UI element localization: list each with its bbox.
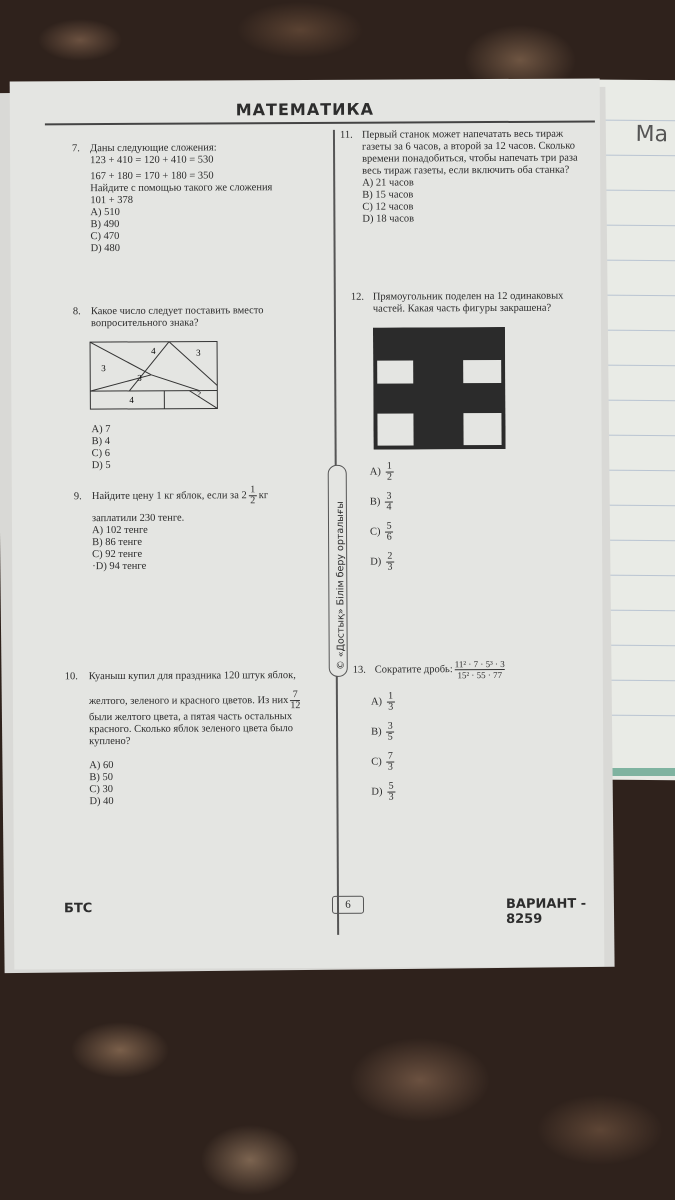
q10-option-b[interactable]: B) 50: [89, 772, 113, 784]
question-8: 8. Какое число следует поставить вместо вопросительного знака?: [72, 305, 264, 330]
q9-line: заплатили 230 тенге.: [91, 512, 185, 525]
q7-option-a[interactable]: A) 510: [90, 206, 120, 219]
q10-line: куплено?: [89, 735, 131, 748]
q7-line: Даны следующие сложения:: [90, 142, 217, 155]
q13-option-a[interactable]: A) $\frac{1}{3}$: [370, 690, 394, 713]
q9-option-a[interactable]: A) 102 тенге: [92, 524, 148, 537]
page-title: МАТЕМАТИКА: [235, 99, 374, 120]
q13-expression: $\frac{\text{11² · 7 · 5³ · 3}}{\text{15² · 55 · 77}}$: [454, 658, 505, 681]
figure-label: 3: [101, 363, 106, 374]
q8-line: Какое число следует поставить вместо: [90, 305, 264, 318]
q7-option-b[interactable]: B) 490: [90, 218, 120, 231]
question-12: 12. Прямоугольник поделен на 12 одинаковых частей. Какая часть фигуры закрашена?: [350, 290, 564, 315]
q9-option-b[interactable]: B) 86 тенге: [92, 536, 143, 549]
question-11: 11. Первый станок может напечатать весь тираж газеты за 6 часов, а второй за 12 часов. Сколько времени понадобиться, чтобы напечать три раза весь тираж газеты, если включить оба станка? A) 21 часов B) 15 часов C) 12 часов D) 18 часов: [339, 128, 578, 225]
q13-option-d[interactable]: D) $\frac{5}{3}$: [371, 780, 394, 803]
q8-option-d[interactable]: D) 5: [91, 460, 111, 472]
q13-option-c[interactable]: C) $\frac{7}{3}$: [371, 750, 393, 773]
q10-line: были желтого цвета, а пятая часть остальных: [88, 711, 293, 724]
q8-options: [73, 424, 110, 472]
q12-option-c[interactable]: C) $\frac{5}{6}$: [370, 520, 392, 543]
question-10: 10. Куаныш купил для праздника 120 штук яблок, желтого, зеленого и красного цветов. Из них $\frac{7}{12}$ были желтого цвета, а пятая часть остальных красного. Сколько яблок зеленого цвета было куплено? A) 60 B) 50 C) 30 D) 40: [65, 670, 303, 808]
publisher-label: © «Достық» Білім беру орталығы: [334, 501, 347, 670]
question-7: 7. Даны следующие сложения: 123 + 410 = 120 + 410 = 530 167 + 180 = 170 + 180 = 350 Найдите с помощью такого же сложения 101 + 378 A) 510 B) 490 C) 470 D) 480: [72, 142, 273, 255]
q7-line: 101 + 378: [90, 194, 134, 207]
variant-label: ВАРИАНТ - 8259: [505, 896, 587, 927]
q11-line: весь тираж газеты, если включить оба станка?: [362, 164, 570, 177]
figure-label: ?: [197, 389, 201, 399]
question-9: 9. Найдите цену 1 кг яблок, если за 2 $\frac{1}{2}$ кг заплатили 230 тенге. A) 102 тенге B) 86 тенге C) 92 тенге ·D) 94 тенге: [73, 484, 269, 573]
q7-line: 123 + 410 = 120 + 410 = 530: [90, 154, 214, 167]
page-number: 6: [332, 896, 364, 914]
figure-label: 3: [196, 347, 201, 358]
figure-label: 4: [129, 394, 134, 405]
q7-line: 167 + 180 = 170 + 180 = 350: [90, 170, 214, 183]
q8-option-a[interactable]: A) 7: [91, 424, 111, 436]
figure-label: 3: [137, 372, 142, 383]
q11-option-b[interactable]: B) 15 часов: [362, 189, 414, 201]
header-divider: [45, 120, 595, 125]
q11-line: времени понадобиться, чтобы напечать три раза: [362, 152, 578, 165]
q11-option-a[interactable]: A) 21 часов: [362, 177, 414, 189]
q12-grid-figure: [373, 327, 506, 450]
q11-option-d[interactable]: D) 18 часов: [362, 213, 415, 225]
q8-option-c[interactable]: C) 6: [91, 448, 111, 460]
notebook-handwriting: Ma: [635, 121, 669, 148]
q11-option-c[interactable]: C) 12 часов: [362, 201, 414, 213]
q8-option-b[interactable]: B) 4: [91, 436, 110, 448]
q9-option-d[interactable]: ·D) 94 тенге: [92, 560, 147, 573]
q12-options: [370, 462, 396, 582]
q8-line: вопросительного знака?: [90, 317, 199, 330]
q10-line: красного. Сколько яблок зеленого цвета было: [89, 723, 294, 736]
q12-option-b[interactable]: B) $\frac{3}{4}$: [369, 490, 392, 513]
q7-line: Найдите с помощью такого же сложения: [90, 182, 273, 195]
q9-option-c[interactable]: C) 92 тенге: [92, 548, 143, 561]
q11-line: газеты за 6 часов, а второй за 12 часов. Сколько: [361, 140, 576, 153]
question-13: 13. Сократите дробь: $\frac{\text{11² · 7 · 5³ · 3}}{\text{15² · 55 · 77}}$: [352, 658, 505, 681]
q10-fraction: $\frac{7}{12}$: [290, 689, 301, 712]
q12-option-d[interactable]: D) $\frac{2}{3}$: [370, 550, 393, 573]
q10-option-c[interactable]: C) 30: [89, 784, 114, 796]
q7-option-d[interactable]: D) 480: [90, 242, 121, 255]
q9-fraction: $\frac{1}{2}$: [250, 484, 256, 507]
q12-option-a[interactable]: A) $\frac{1}{2}$: [369, 460, 393, 483]
q7-option-c[interactable]: C) 470: [90, 230, 120, 243]
q10-option-a[interactable]: A) 60: [89, 760, 114, 772]
q8-triangle-figure: [89, 340, 219, 411]
q13-options: [371, 692, 397, 812]
footer-publisher: БТС: [63, 901, 93, 917]
q12-line: частей. Какая часть фигуры закрашена?: [372, 302, 552, 315]
q10-option-d[interactable]: D) 40: [89, 796, 114, 808]
figure-label: 4: [151, 345, 156, 356]
q13-option-b[interactable]: B) $\frac{3}{5}$: [371, 720, 393, 743]
exam-page: [10, 78, 605, 969]
